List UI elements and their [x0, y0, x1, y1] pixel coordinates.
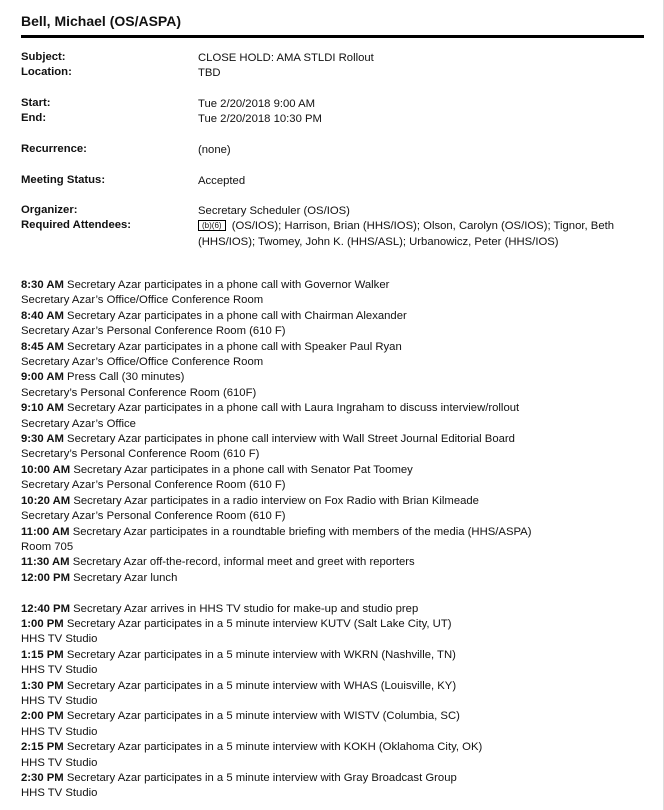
entry-description: Secretary Azar participates in a 5 minute interview with WHAS (Louisville, KY)	[63, 679, 457, 692]
entry-time: 8:30 AM	[21, 279, 64, 291]
entry-description: Secretary Azar participates in a phone call with Laura Ingraham to discuss interview/rollout	[63, 402, 520, 415]
schedule-entry	[21, 740, 651, 755]
entry-description: Secretary Azar participates in phone call interview with Wall Street Journal Editorial Board	[63, 433, 515, 446]
schedule-entry	[21, 340, 651, 355]
schedule-entry	[21, 463, 651, 478]
entry-time: 11:00 AM	[21, 525, 70, 538]
entry-time: 11:30 AM	[21, 556, 70, 569]
recurrence-value: (none)	[198, 144, 231, 156]
entry-time: 2:15 PM	[21, 741, 64, 754]
schedule-entry	[21, 555, 651, 570]
entry-time: 9:10 AM	[21, 402, 64, 415]
schedule-entry	[21, 494, 651, 509]
schedule-entry	[21, 648, 651, 663]
schedule-morning	[21, 278, 651, 586]
entry-description: Secretary Azar participates in a 5 minute interview with WISTV (Columbia, SC)	[63, 710, 460, 723]
entry-description: Secretary Azar lunch	[69, 571, 178, 584]
schedule-entry	[21, 525, 651, 540]
entry-description: Secretary Azar participates in a phone call with Senator Pat Toomey	[70, 463, 413, 476]
status-value: Accepted	[198, 175, 246, 187]
entry-location: Secretary Azar’s Personal Conference Room (610 F)	[21, 325, 286, 338]
entry-time: 10:00 AM	[21, 463, 71, 476]
entry-location: HHS TV Studio	[21, 787, 98, 800]
attendees-value	[198, 219, 638, 250]
schedule-entry	[21, 401, 651, 416]
entry-location: Secretary’s Personal Conference Room (610F)	[21, 386, 257, 399]
entry-time: 1:30 PM	[21, 679, 64, 692]
entry-location: HHS TV Studio	[21, 664, 98, 677]
entry-description: Secretary Azar participates in a radio interview on Fox Radio with Brian Kilmeade	[70, 494, 479, 507]
entry-location: Secretary’s Personal Conference Room (610 F)	[21, 448, 260, 461]
schedule-entry	[21, 571, 651, 586]
entry-description: Press Call (30 minutes)	[63, 371, 185, 384]
entry-location: HHS TV Studio	[21, 694, 98, 707]
entry-description: Secretary Azar participates in a 5 minute interview with KOKH (Oklahoma City, OK)	[63, 741, 483, 754]
entry-location: Secretary Azar’s Office/Office Conference Room	[21, 356, 264, 369]
entry-description: Secretary Azar off-the-record, informal meet and greet with reporters	[69, 556, 415, 569]
entry-location: HHS TV Studio	[21, 756, 98, 769]
organizer-label: Organizer:	[21, 204, 78, 216]
schedule-entry	[21, 432, 651, 447]
entry-description: Secretary Azar participates in a phone call with Governor Walker	[63, 279, 390, 291]
entry-time: 12:00 PM	[21, 571, 70, 584]
entry-description: Secretary Azar participates in a 5 minute interview with Gray Broadcast Group	[63, 771, 457, 784]
organizer-value: Secretary Scheduler (OS/IOS)	[198, 205, 350, 217]
location-value: TBD	[198, 67, 221, 79]
schedule-afternoon	[21, 602, 651, 802]
status-label: Meeting Status:	[21, 174, 106, 186]
owner-name: Bell, Michael (OS/ASPA)	[21, 13, 181, 29]
schedule-entry	[21, 278, 651, 293]
recurrence-label: Recurrence:	[21, 143, 87, 155]
start-value: Tue 2/20/2018 9:00 AM	[198, 98, 316, 110]
entry-time: 2:30 PM	[21, 771, 64, 784]
entry-time: 9:30 AM	[21, 433, 64, 446]
attendees-label: Required Attendees:	[21, 219, 132, 231]
schedule-gap	[21, 586, 651, 601]
subject-value: CLOSE HOLD: AMA STLDI Rollout	[198, 52, 374, 64]
entry-location: Room 705	[21, 540, 74, 553]
entry-time: 9:00 AM	[21, 371, 64, 384]
schedule-list	[21, 278, 651, 802]
entry-location: Secretary Azar’s Personal Conference Room (610 F)	[21, 479, 286, 492]
entry-description: Secretary Azar participates in a phone call with Chairman Alexander	[63, 309, 407, 322]
attendees-list: (OS/IOS); Harrison, Brian (HHS/IOS); Olson, Carolyn (OS/IOS); Tignor, Beth (HHS/IOS); Twomey, John K. (HHS/ASL); Urbanowicz, Peter (HHS/IOS)	[198, 220, 615, 248]
schedule-entry	[21, 617, 651, 632]
entry-description: Secretary Azar arrives in HHS TV studio for make-up and studio prep	[69, 602, 419, 615]
end-value: Tue 2/20/2018 10:30 PM	[198, 113, 322, 125]
entry-description: Secretary Azar participates in a roundtable briefing with members of the media (HHS/ASPA)	[69, 525, 532, 538]
entry-location: Secretary Azar’s Office	[21, 417, 136, 430]
schedule-entry	[21, 679, 651, 694]
entry-time: 10:20 AM	[21, 494, 71, 507]
entry-time: 8:45 AM	[21, 340, 64, 353]
location-label: Location:	[21, 66, 72, 78]
schedule-entry	[21, 370, 651, 385]
entry-time: 2:00 PM	[21, 710, 64, 723]
schedule-entry	[21, 771, 651, 786]
entry-time: 8:40 AM	[21, 309, 64, 322]
subject-label: Subject:	[21, 51, 66, 63]
schedule-entry	[21, 709, 651, 724]
entry-location: HHS TV Studio	[21, 633, 98, 646]
entry-time: 1:00 PM	[21, 617, 64, 630]
header-rule	[21, 35, 644, 38]
entry-description: Secretary Azar participates in a 5 minute interview KUTV (Salt Lake City, UT)	[63, 617, 452, 630]
entry-time: 12:40 PM	[21, 602, 70, 615]
entry-time: 1:15 PM	[21, 648, 64, 661]
schedule-entry	[21, 309, 651, 324]
entry-location: HHS TV Studio	[21, 725, 98, 738]
redaction-box: (b)(6)	[198, 220, 226, 231]
entry-description: Secretary Azar participates in a phone call with Speaker Paul Ryan	[63, 340, 402, 353]
entry-description: Secretary Azar participates in a 5 minute interview with WKRN (Nashville, TN)	[63, 648, 456, 661]
schedule-entry	[21, 602, 651, 617]
entry-location: Secretary Azar’s Personal Conference Room (610 F)	[21, 510, 286, 523]
start-label: Start:	[21, 97, 51, 109]
entry-location: Secretary Azar’s Office/Office Conference Room	[21, 294, 264, 307]
end-label: End:	[21, 112, 47, 124]
